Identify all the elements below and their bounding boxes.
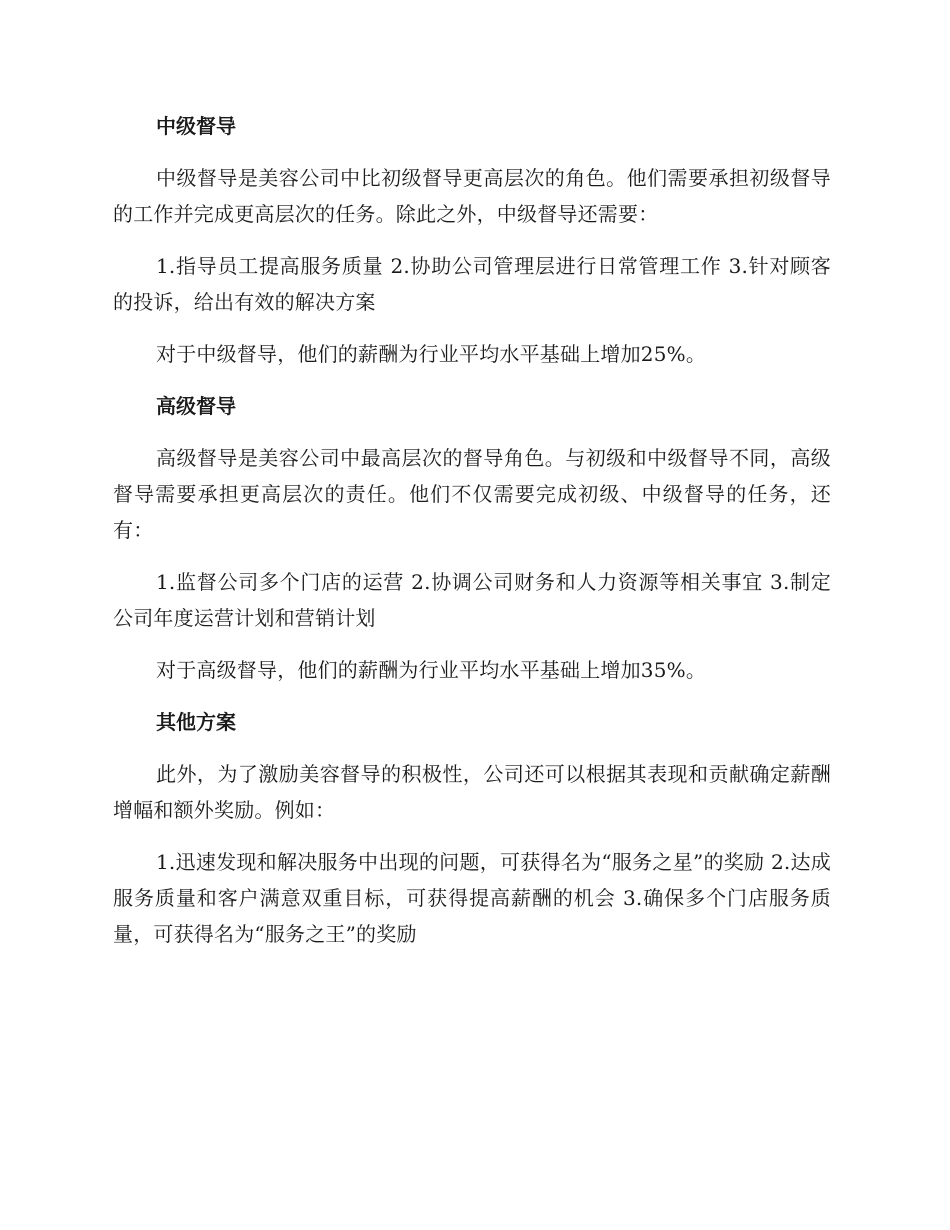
section-items-intermediate: 1.指导员工提高服务质量 2.协助公司管理层进行日常管理工作 3.针对顾客的投诉，给出有效的解决方案 [113,254,831,314]
section-salary-intermediate: 对于中级督导，他们的薪酬为行业平均水平基础上增加25%。 [156,342,707,366]
section-items-other: 1.迅速发现和解决服务中出现的问题，可获得名为“服务之星”的奖励 2.达成服务质量和客户满意双重目标，可获得提高薪酬的机会 3.确保多个门店服务质量，可获得名为“服务之王”的奖励 [113,850,831,946]
section-heading-other: 其他方案 [156,710,236,734]
section-intro-other: 此外，为了激励美容督导的积极性，公司还可以根据其表现和贡献确定薪酬增幅和额外奖励。例如： [113,762,831,822]
section-intro-senior: 高级督导是美容公司中最高层次的督导角色。与初级和中级督导不同，高级督导需要承担更高层次的责任。他们不仅需要完成初级、中级督导的任务，还有： [113,446,831,542]
document-page [113,108,831,968]
section-intro-intermediate: 中级督导是美容公司中比初级督导更高层次的角色。他们需要承担初级督导的工作并完成更高层次的任务。除此之外，中级督导还需要： [113,166,831,226]
section-salary-senior: 对于高级督导，他们的薪酬为行业平均水平基础上增加35%。 [156,658,707,682]
section-items-senior: 1.监督公司多个门店的运营 2.协调公司财务和人力资源等相关事宜 3.制定公司年度运营计划和营销计划 [113,570,831,630]
section-heading-senior: 高级督导 [156,394,236,418]
section-heading-intermediate: 中级督导 [156,114,236,138]
